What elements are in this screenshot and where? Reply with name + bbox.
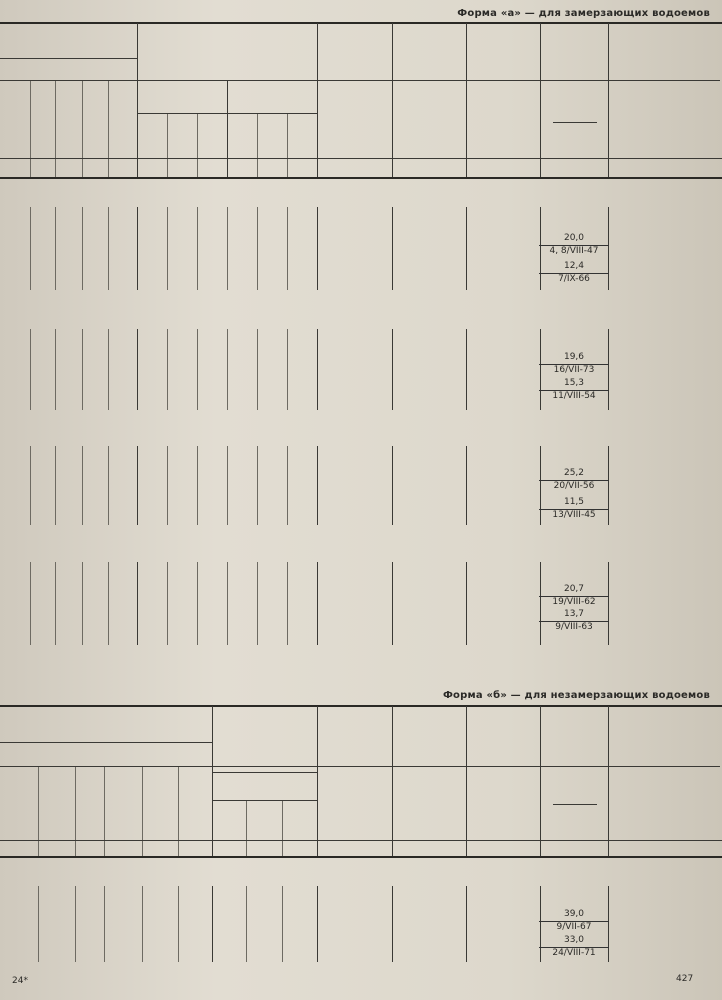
- max-temp-fraction: [539, 233, 609, 257]
- column-rule: [466, 329, 467, 410]
- column-rule: [392, 766, 393, 856]
- rule: [212, 772, 317, 773]
- column-rule: [227, 446, 228, 525]
- max-temp-date: 4, 8/VIII-47: [549, 246, 599, 256]
- rule: [553, 804, 597, 805]
- column-rule: [197, 113, 198, 177]
- column-rule: [466, 706, 467, 856]
- rule: [212, 800, 317, 801]
- column-rule: [257, 113, 258, 177]
- column-rule: [227, 207, 228, 290]
- max-temp-fraction: [539, 497, 609, 521]
- column-rule: [55, 562, 56, 645]
- column-rule: [108, 80, 109, 177]
- column-rule: [137, 562, 138, 645]
- column-rule: [82, 80, 83, 177]
- column-rule: [82, 562, 83, 645]
- column-rule: [82, 329, 83, 410]
- column-rule: [137, 446, 138, 525]
- form-b-title: Форма «б» — для незамерзающих водоемов: [442, 690, 710, 701]
- column-rule: [167, 562, 168, 645]
- column-rule: [317, 562, 318, 645]
- column-rule: [466, 562, 467, 645]
- rule: [0, 58, 137, 59]
- max-temp-fraction: [539, 909, 609, 933]
- column-rule: [257, 562, 258, 645]
- rule: [0, 80, 540, 81]
- column-rule: [317, 329, 318, 410]
- column-rule: [55, 207, 56, 290]
- column-rule: [540, 23, 541, 177]
- page-number: 427: [676, 974, 694, 984]
- column-rule: [392, 886, 393, 962]
- column-rule: [287, 207, 288, 290]
- max-temp-date: 13/VIII-45: [552, 510, 596, 520]
- column-rule: [82, 207, 83, 290]
- max-temp-fraction: [539, 584, 609, 608]
- column-rule: [392, 207, 393, 290]
- column-rule: [227, 562, 228, 645]
- column-rule: [540, 706, 541, 856]
- column-rule: [212, 886, 213, 962]
- column-rule: [38, 766, 39, 856]
- column-rule: [287, 446, 288, 525]
- column-rule: [282, 886, 283, 962]
- max-temp-date: 7/IX-66: [558, 274, 590, 284]
- rule: [0, 705, 722, 707]
- rule: [0, 766, 540, 767]
- column-rule: [317, 706, 318, 856]
- column-rule: [282, 800, 283, 856]
- column-rule: [108, 446, 109, 525]
- column-rule: [142, 886, 143, 962]
- column-rule: [167, 329, 168, 410]
- footer-mark: 24*: [12, 976, 28, 986]
- column-rule: [246, 800, 247, 856]
- column-rule: [38, 886, 39, 962]
- column-rule: [82, 446, 83, 525]
- column-rule: [227, 80, 228, 177]
- rule: [0, 742, 212, 743]
- max-temp: 20,0: [539, 233, 609, 246]
- max-temp-fraction: [539, 609, 609, 633]
- column-rule: [287, 113, 288, 177]
- max-temp-fraction: [539, 352, 609, 376]
- column-rule: [287, 329, 288, 410]
- rule: [0, 158, 722, 159]
- max-temp-date: 16/VII-73: [553, 365, 595, 375]
- column-rule: [108, 562, 109, 645]
- column-rule: [246, 886, 247, 962]
- column-rule: [392, 562, 393, 645]
- column-rule: [197, 207, 198, 290]
- column-rule: [137, 207, 138, 290]
- max-temp-date: 9/VII-67: [556, 922, 592, 932]
- max-temp-date: 19/VIII-62: [552, 597, 596, 607]
- max-temp-date: 20/VII-56: [553, 481, 595, 491]
- column-rule: [108, 207, 109, 290]
- column-rule: [392, 446, 393, 525]
- column-rule: [30, 207, 31, 290]
- rule: [0, 840, 722, 841]
- max-temp-fraction: [539, 261, 609, 285]
- column-rule: [317, 446, 318, 525]
- max-temp-fraction: [539, 378, 609, 402]
- max-temp-date: 9/VIII-63: [555, 622, 593, 632]
- column-rule: [608, 706, 609, 856]
- max-temp-fraction: [539, 468, 609, 492]
- max-temp: 11,5: [539, 497, 609, 510]
- max-temp: 33,0: [539, 935, 609, 948]
- max-temp: 15,3: [539, 378, 609, 391]
- max-temp: 39,0: [539, 909, 609, 922]
- column-rule: [137, 23, 138, 177]
- column-rule: [257, 329, 258, 410]
- column-rule: [392, 80, 393, 177]
- column-rule: [55, 329, 56, 410]
- column-rule: [75, 766, 76, 856]
- rule: [0, 177, 722, 179]
- max-temp: 13,7: [539, 609, 609, 622]
- column-rule: [317, 207, 318, 290]
- column-rule: [55, 80, 56, 177]
- column-rule: [30, 329, 31, 410]
- max-temp-date: 11/VIII-54: [552, 391, 596, 401]
- column-rule: [608, 23, 609, 177]
- max-temp: 25,2: [539, 468, 609, 481]
- column-rule: [167, 113, 168, 177]
- rule: [0, 856, 722, 858]
- column-rule: [227, 329, 228, 410]
- column-rule: [466, 80, 467, 177]
- column-rule: [466, 446, 467, 525]
- column-rule: [30, 80, 31, 177]
- column-rule: [287, 562, 288, 645]
- column-rule: [197, 562, 198, 645]
- form-a-title: Форма «а» — для замерзающих водоемов: [457, 8, 710, 19]
- rule: [0, 22, 722, 24]
- column-rule: [317, 886, 318, 962]
- column-rule: [30, 446, 31, 525]
- max-temp: 12,4: [539, 261, 609, 274]
- rule: [553, 122, 597, 123]
- column-rule: [75, 886, 76, 962]
- column-rule: [178, 886, 179, 962]
- column-rule: [137, 329, 138, 410]
- column-rule: [30, 562, 31, 645]
- max-temp: 19,6: [539, 352, 609, 365]
- column-rule: [392, 329, 393, 410]
- column-rule: [142, 766, 143, 856]
- column-rule: [257, 446, 258, 525]
- column-rule: [466, 207, 467, 290]
- column-rule: [466, 886, 467, 962]
- column-rule: [317, 23, 318, 177]
- column-rule: [108, 329, 109, 410]
- column-rule: [104, 886, 105, 962]
- rule: [540, 80, 720, 81]
- rule: [540, 766, 720, 767]
- max-temp: 20,7: [539, 584, 609, 597]
- max-temp-fraction: [539, 935, 609, 959]
- column-rule: [104, 766, 105, 856]
- max-temp-date: 24/VIII-71: [552, 948, 596, 958]
- rule: [137, 113, 317, 114]
- column-rule: [197, 329, 198, 410]
- column-rule: [55, 446, 56, 525]
- column-rule: [197, 446, 198, 525]
- column-rule: [167, 446, 168, 525]
- column-rule: [212, 706, 213, 856]
- column-rule: [167, 207, 168, 290]
- column-rule: [257, 207, 258, 290]
- column-rule: [178, 766, 179, 856]
